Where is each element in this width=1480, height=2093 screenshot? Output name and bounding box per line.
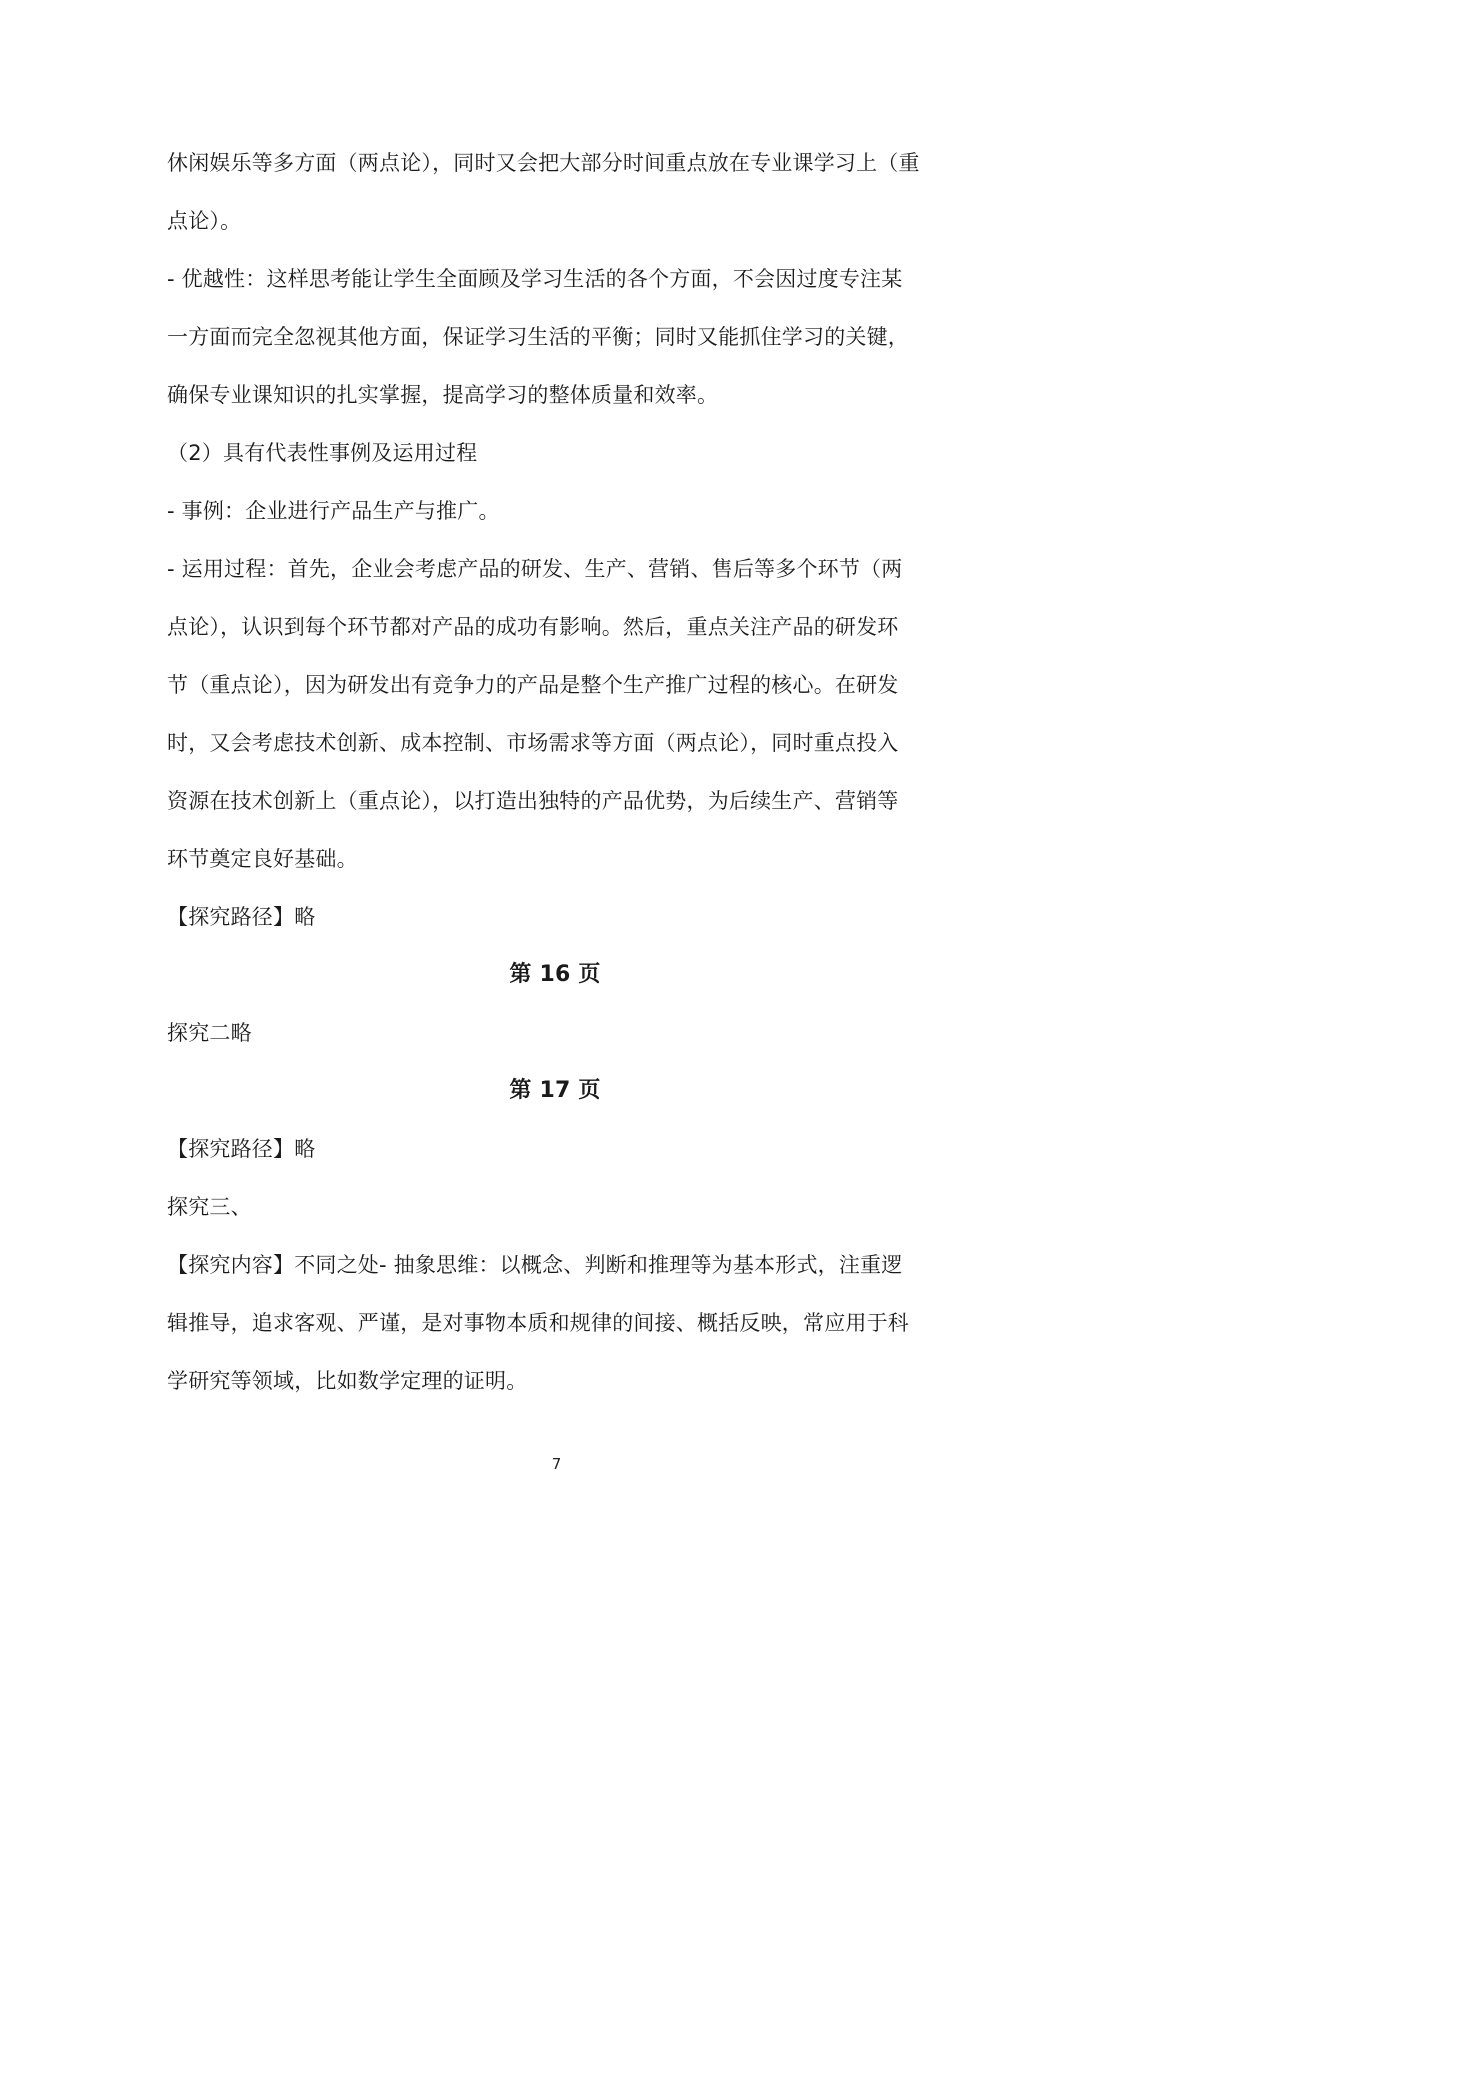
section-title: （2）具有代表性事例及运用过程 xyxy=(167,441,478,465)
inquiry-content-line: 辑推导，追求客观、严谨，是对事物本质和规律的间接、概括反映，常应用于科 xyxy=(167,1311,909,1335)
process-line: 节（重点论），因为研发出有竞争力的产品是整个生产推广过程的核心。在研发 xyxy=(167,673,899,697)
inquiry-content-line: 【探究内容】不同之处- 抽象思维：以概念、判断和推理等为基本形式，注重逻 xyxy=(167,1253,903,1277)
inquiry-three-line: 探究三、 xyxy=(167,1195,252,1219)
advantage-line: 一方面而完全忽视其他方面，保证学习生活的平衡；同时又能抓住学习的关键， xyxy=(167,325,909,349)
example-line: - 事例：企业进行产品生产与推广。 xyxy=(167,499,500,523)
process-line: 点论），认识到每个环节都对产品的成功有影响。然后，重点关注产品的研发环 xyxy=(167,615,899,639)
inquiry-two-line: 探究二略 xyxy=(167,1021,252,1045)
document-body xyxy=(167,143,943,1419)
process-line: 环节奠定良好基础。 xyxy=(167,847,358,871)
inquiry-path-line: 【探究路径】略 xyxy=(167,905,316,929)
process-line: 时，又会考虑技术创新、成本控制、市场需求等方面（两点论），同时重点投入 xyxy=(167,731,899,755)
page-17-heading: 第 17 页 xyxy=(509,1078,601,1103)
advantage-line: 确保专业课知识的扎实掌握，提高学习的整体质量和效率。 xyxy=(167,383,719,407)
process-line: - 运用过程：首先，企业会考虑产品的研发、生产、营销、售后等多个环节（两 xyxy=(167,557,903,581)
inquiry-path-line: 【探究路径】略 xyxy=(167,1137,316,1161)
process-line: 资源在技术创新上（重点论），以打造出独特的产品优势，为后续生产、营销等 xyxy=(167,789,899,813)
page-number: 7 xyxy=(551,1455,562,1473)
page-16-heading: 第 16 页 xyxy=(509,962,601,987)
paragraph-line: 点论）。 xyxy=(167,209,242,233)
paragraph-line: 休闲娱乐等多方面（两点论），同时又会把大部分时间重点放在专业课学习上（重 xyxy=(167,151,920,175)
inquiry-content-line: 学研究等领域，比如数学定理的证明。 xyxy=(167,1369,528,1393)
advantage-line: - 优越性：这样思考能让学生全面顾及学习生活的各个方面，不会因过度专注某 xyxy=(167,267,903,291)
